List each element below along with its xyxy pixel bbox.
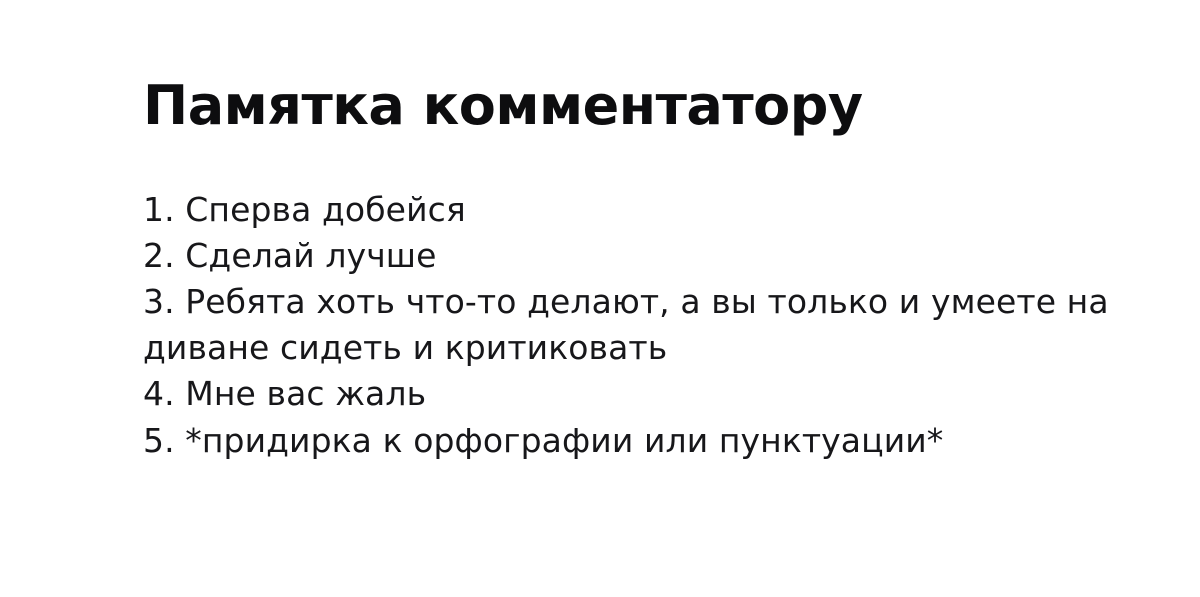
list-item: 2. Сделай лучше: [143, 235, 437, 275]
list-item: 5. *придирка к орфографии или пунктуации*: [143, 420, 944, 460]
page-title: Памятка комментатору: [143, 74, 863, 137]
list-item: 3. Ребята хоть что-то делают, а вы только и умеете на диване сидеть и критиковать: [143, 282, 1109, 368]
list-item: 4. Мне вас жаль: [143, 374, 427, 414]
slide-content: [143, 74, 1123, 464]
list-item: 1. Сперва добейся: [143, 189, 466, 229]
memo-list: [143, 187, 1123, 464]
